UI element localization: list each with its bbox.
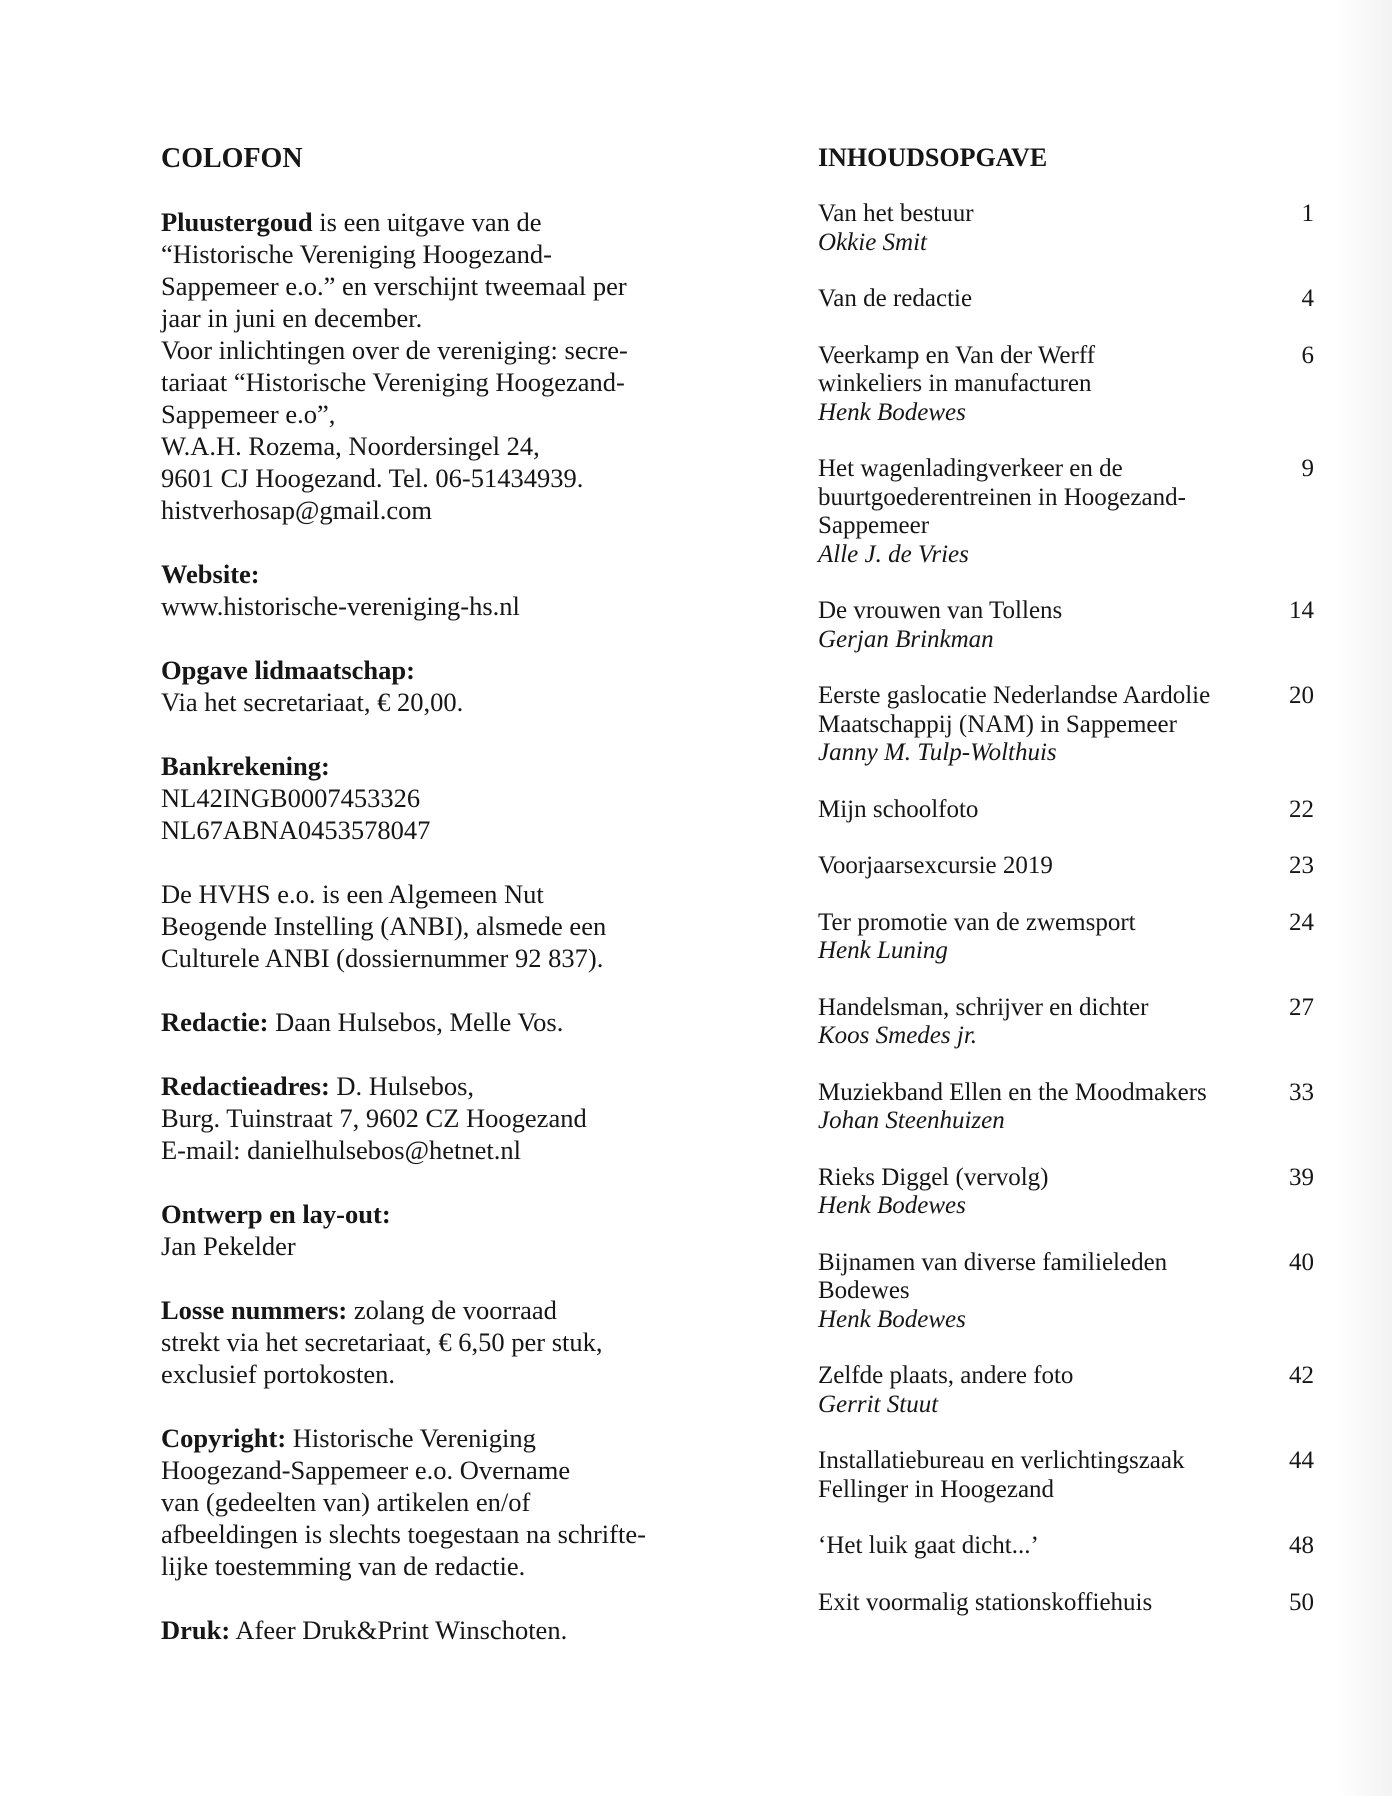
bank-account: NL42INGB0007453326	[161, 783, 421, 813]
toc-entry	[818, 994, 1314, 1051]
toc-entry	[818, 1362, 1314, 1419]
print-text: Afeer Druk&Print Winschoten.	[230, 1615, 568, 1645]
toc-entry-page-number: 6	[1301, 341, 1314, 369]
editorial-address-block: Redactieadres: D. Hulsebos, Burg. Tuinstraat 7, 9602 CZ Hoogezand E-mail: danielhulsebos@hetnet.nl	[161, 1071, 587, 1165]
toc-entry-title: Het wagenladingverkeer en de	[818, 455, 1123, 482]
design-label: Ontwerp en lay-out:	[161, 1199, 391, 1229]
toc-entry-title: winkeliers in manufacturen	[818, 370, 1092, 397]
toc-entry	[818, 1589, 1314, 1618]
toc-entry-title: Veerkamp en Van der Werff	[818, 341, 1096, 369]
toc-entry-page-number: 40	[1289, 1248, 1314, 1276]
membership-label: Opgave lidmaatschap:	[161, 655, 415, 685]
toc-entry-page-number: 22	[1289, 795, 1314, 823]
toc-entry-page-number: 20	[1289, 682, 1314, 709]
toc-entry-author: Henk Luning	[818, 937, 948, 964]
intro-paragraph: Pluustergoud is een uitgave van de “Historische Vereniging Hoogezand- Sappemeer e.o.” en verschijnt tweemaal per jaar in juni en december. Voor inlichtingen over de vereniging: secre- tariaat “Historische Vereniging Hoogezand- Sappemeer e.o”, W.A.H. Rozema, Noordersingel 24, 9601 CJ Hoogezand. Tel. 06-51434939. histverhosap@gmail.com	[161, 207, 628, 525]
toc-entry-title: Bijnamen van diverse familieleden	[818, 1248, 1168, 1276]
website-label: Website:	[161, 559, 260, 589]
colofon-heading: COLOFON	[161, 143, 303, 174]
editorial-text: Daan Hulsebos, Melle Vos.	[268, 1007, 564, 1037]
membership-text: Via het secretariaat, € 20,00.	[161, 687, 464, 717]
colofon-section	[161, 142, 701, 1646]
toc-entry-page-number: 24	[1289, 908, 1314, 936]
toc-entry	[818, 342, 1314, 428]
website-block	[161, 558, 701, 590]
toc-entry	[818, 200, 1314, 257]
toc-entry-title: Ter promotie van de zwemsport	[818, 908, 1136, 936]
toc-entry	[818, 852, 1314, 881]
contact-email: histverhosap@gmail.com	[161, 495, 432, 525]
toc-entry	[818, 455, 1314, 569]
editorial-block	[161, 1006, 701, 1038]
editorial-label: Redactie:	[161, 1007, 269, 1037]
toc-entry	[818, 909, 1314, 966]
toc-entry-page-number: 9	[1301, 455, 1314, 482]
toc-entry-author: Okkie Smit	[818, 228, 927, 256]
toc-entry-page-number: 27	[1289, 993, 1314, 1021]
toc-entry-page-number: 48	[1289, 1532, 1314, 1559]
toc-entry-page-number: 39	[1289, 1163, 1314, 1191]
toc-entry-page-number: 44	[1289, 1447, 1314, 1474]
print-label: Druk:	[161, 1615, 231, 1645]
toc-entry	[818, 1532, 1314, 1561]
membership-block	[161, 654, 701, 718]
toc-entry-author: Henk Bodewes	[818, 398, 966, 426]
bank-block	[161, 750, 701, 846]
toc-entry-title: ‘Het luik gaat dicht...’	[818, 1532, 1039, 1559]
toc-entry-title: Rieks Diggel (vervolg)	[818, 1163, 1049, 1191]
design-text: Jan Pekelder	[161, 1231, 296, 1261]
toc-entry-author: Henk Bodewes	[818, 1192, 966, 1219]
toc-entry-title: Van de redactie	[818, 285, 973, 312]
toc-entry-author: Koos Smedes jr.	[818, 1022, 978, 1049]
toc-entry-page-number: 1	[1301, 200, 1314, 227]
toc-entry-page-number: 4	[1301, 285, 1314, 312]
toc-section	[818, 142, 1314, 1645]
toc-entry-title: Sappemeer	[818, 512, 930, 539]
bank-account: NL67ABNA0453578047	[161, 815, 431, 845]
toc-heading: INHOUDSOPGAVE	[818, 143, 1048, 172]
anbi-block: De HVHS e.o. is een Algemeen Nut Beogende Instelling (ANBI), alsmede een Culturele ANBI (dossiernummer 92 837).	[161, 879, 607, 973]
toc-entry-title: Installatiebureau en verlichtingszaak	[818, 1447, 1185, 1474]
single-issues-block: Losse nummers: zolang de voorraad strekt via het secretariaat, € 6,50 per stuk, exclusief portokosten.	[161, 1295, 603, 1389]
toc-entry-title: Exit voormalig stationskoffiehuis	[818, 1588, 1153, 1616]
design-block	[161, 1198, 701, 1262]
toc-entry-title: Fellinger in Hoogezand	[818, 1475, 1055, 1503]
toc-entry-author: Johan Steenhuizen	[818, 1107, 1005, 1134]
toc-entry-page-number: 33	[1289, 1078, 1314, 1106]
toc-entry	[818, 285, 1314, 314]
toc-entry-title: Maatschappij (NAM) in Sappemeer	[818, 710, 1177, 738]
toc-entry-title: Eerste gaslocatie Nederlandse Aardolie	[818, 682, 1211, 709]
toc-entry-title: Voorjaarsexcursie 2019	[818, 852, 1053, 879]
bank-label: Bankrekening:	[161, 751, 330, 781]
toc-entry-title: Zelfde plaats, andere foto	[818, 1362, 1074, 1389]
toc-entry-page-number: 50	[1289, 1588, 1314, 1616]
toc-list	[818, 200, 1314, 1617]
toc-entry-title: De vrouwen van Tollens	[818, 597, 1063, 624]
toc-entry	[818, 796, 1314, 825]
toc-entry	[818, 682, 1314, 768]
toc-entry	[818, 1164, 1314, 1221]
website-url: www.historische-vereniging-hs.nl	[161, 591, 520, 621]
toc-entry-page-number: 14	[1289, 597, 1314, 624]
copyright-block: Copyright: Historische Vereniging Hoogezand-Sappemeer e.o. Overname van (gedeelten van) artikelen en/of afbeeldingen is slechts toegestaan na schrifte- lijke toestemming van de redactie.	[161, 1423, 646, 1581]
toc-entry-author: Gerrit Stuut	[818, 1390, 939, 1418]
toc-entry-page-number: 23	[1289, 852, 1314, 879]
brand-name: Pluustergoud	[161, 207, 313, 237]
toc-entry-author: Alle J. de Vries	[818, 540, 969, 568]
toc-entry-title: buurtgoederentreinen in Hoogezand-	[818, 483, 1186, 511]
toc-entry	[818, 1079, 1314, 1136]
toc-entry-title: Mijn schoolfoto	[818, 795, 979, 823]
toc-entry-title: Muziekband Ellen en the Moodmakers	[818, 1078, 1207, 1106]
toc-entry-page-number: 42	[1289, 1362, 1314, 1389]
editorial-email: E-mail: danielhulsebos@hetnet.nl	[161, 1135, 521, 1165]
single-issues-label: Losse nummers:	[161, 1295, 348, 1325]
copyright-label: Copyright:	[161, 1423, 287, 1453]
toc-entry	[818, 1447, 1314, 1504]
editorial-address-label: Redactieadres:	[161, 1071, 330, 1101]
print-block	[161, 1614, 701, 1646]
toc-entry-author: Gerjan Brinkman	[818, 625, 994, 653]
toc-entry-author: Janny M. Tulp-Wolthuis	[818, 739, 1057, 766]
toc-entry-author: Henk Bodewes	[818, 1305, 966, 1333]
toc-entry-title: Handelsman, schrijver en dichter	[818, 993, 1149, 1021]
toc-entry-title: Bodewes	[818, 1277, 910, 1304]
toc-entry	[818, 597, 1314, 654]
toc-entry-title: Van het bestuur	[818, 200, 974, 227]
toc-entry	[818, 1249, 1314, 1335]
